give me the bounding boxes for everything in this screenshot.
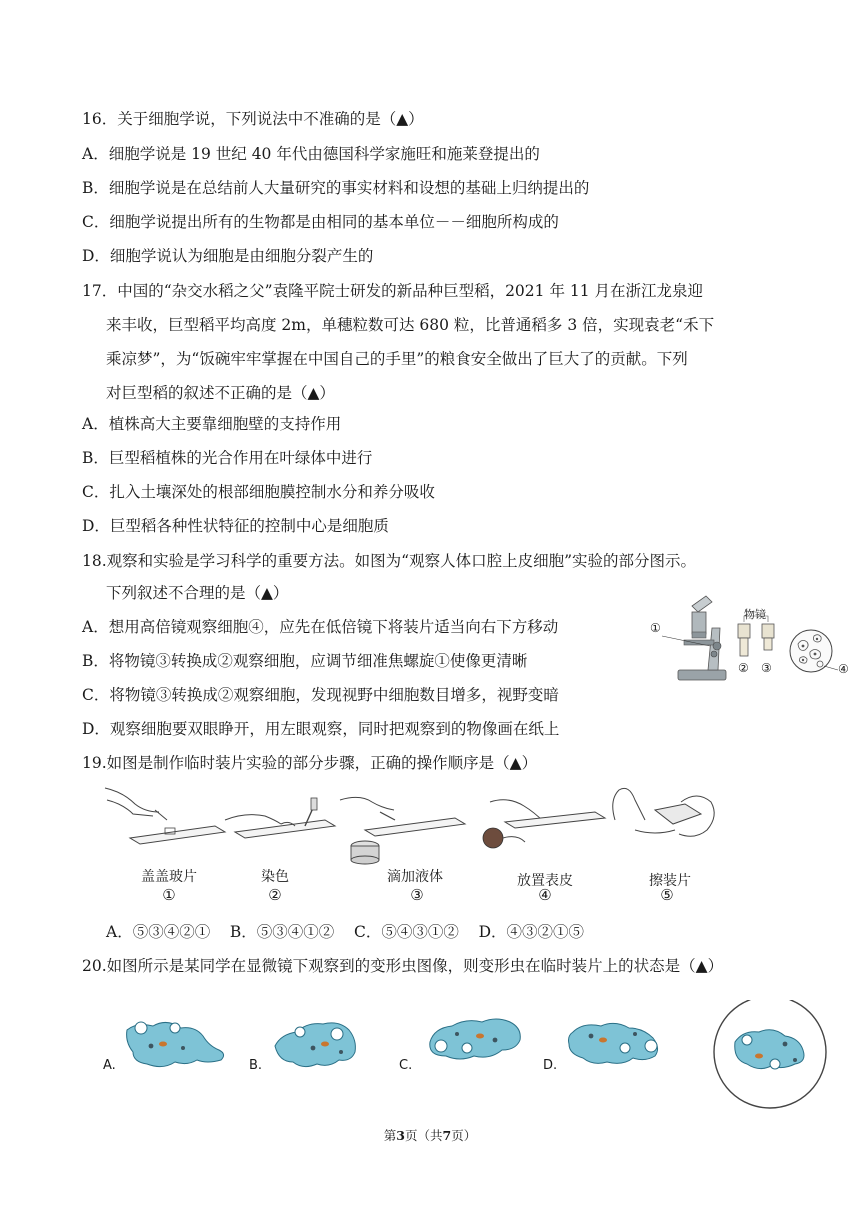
q17-stem-line-2: 来丰收，巨型稻平均高度 2m，单穗粒数可达 680 粒，比普通稻多 3 倍，实现袁老“禾下 [106,316,715,334]
step-5-num: ⑤ [660,886,674,904]
amoeba-option-a [127,1022,224,1067]
step-stain-drawing [225,798,335,838]
step-drop-liquid-drawing [340,797,465,864]
label-fine-focus: ① [650,621,661,635]
q20-label-a: A. [103,1058,116,1073]
q17-option-c: C．扎入土壤深处的根部细胞膜控制水分和养分吸收 [82,483,435,501]
step-1-num: ① [162,886,176,904]
label-objective: 物镜 [744,608,766,621]
step-5-label: 擦装片 [649,873,691,889]
q20-label-b: B. [249,1058,263,1073]
q18-stem-line-2: 下列叙述不合理的是（▲） [106,584,289,602]
q16-option-a: A．细胞学说是 19 世纪 40 年代由德国科学家施旺和施莱登提出的 [82,145,540,163]
q16-option-b: B．细胞学说是在总结前人大量研究的事实材料和设想的基础上归纳提出的 [82,179,590,197]
q18-option-c: C．将物镜③转换成②观察细胞，发现视野中细胞数目增多，视野变暗 [82,686,559,704]
q20-label-d: D. [543,1058,558,1073]
footer-mid: 页（共 [404,1128,443,1143]
step-4-num: ④ [538,886,552,904]
footer-pre: 第 [383,1128,397,1143]
q16-option-d: D．细胞学说认为细胞是由细胞分裂产生的 [82,247,374,265]
q19-answer-options: A．⑤③④②① B．⑤③④①② C．⑤④③①② D．④③②①⑤ [106,923,584,941]
step-3-num: ③ [410,886,424,904]
q17-option-d: D．巨型稻各种性状特征的控制中心是细胞质 [82,517,389,535]
microscope-figure [648,588,853,688]
amoeba-option-d [569,1023,658,1063]
q17-stem-line-1: 17．中国的“杂交水稻之父”袁隆平院士研发的新品种巨型稻，2021 年 11 月在浙江龙泉迎 [82,282,704,300]
page-footer [0,1126,860,1144]
q20-stem: 20.如图所示是某同学在显微镜下观察到的变形虫图像，则变形虫在临时装片上的状态是（▲） [82,957,724,975]
q16-stem: 16．关于细胞学说，下列说法中不准确的是（▲） [82,110,424,128]
q17-stem-line-4: 对巨型稻的叙述不正确的是（▲） [106,384,335,402]
label-objective-3: ③ [761,661,772,675]
step-2-label: 染色 [261,869,289,885]
q20-label-c: C. [399,1058,413,1073]
q18-stem-line-1: 18.观察和实验是学习科学的重要方法。如图为“观察人体口腔上皮细胞”实验的部分图示。 [82,552,697,570]
step-4-label: 放置表皮 [517,873,573,889]
step-place-epidermis-drawing [483,800,605,848]
step-3-label: 滴加液体 [387,869,443,885]
footer-total-pages: 7 [442,1128,452,1143]
microscope-illustration [648,588,853,688]
q18-option-d: D．观察细胞要双眼睁开，用左眼观察，同时把观察到的物像画在纸上 [82,720,560,738]
step-1-label: 盖盖玻片 [141,869,197,885]
step-cover-slip-drawing [105,788,225,844]
q19-stem: 19.如图是制作临时装片实验的部分步骤，正确的操作顺序是（▲） [82,754,538,772]
q18-option-a: A．想用高倍镜观察细胞④，应先在低倍镜下将装片适当向右下方移动 [82,618,559,636]
microscope-field-view [714,1000,826,1108]
q17-stem-line-3: 乘凉梦”，为“饭碗牢牢掌握在中国自己的手里”的粮食安全做出了巨大了的贡献。下列 [106,350,688,368]
label-objective-2: ② [738,661,749,675]
q18-option-b: B．将物镜③转换成②观察细胞，应调节细准焦螺旋①使像更清晰 [82,652,528,670]
slide-steps-illustration [95,780,735,870]
amoeba-option-c [430,1019,520,1059]
footer-page-number: 3 [396,1128,405,1143]
label-cell-4: ④ [838,662,849,676]
step-2-num: ② [268,886,282,904]
amoeba-illustrations [95,1000,835,1115]
footer-post: 页） [451,1128,477,1143]
q17-option-a: A．植株高大主要靠细胞壁的支持作用 [82,415,342,433]
amoeba-option-b [275,1023,355,1067]
amoeba-options-figure [95,1000,835,1115]
q16-option-c: C．细胞学说提出所有的生物都是由相同的基本单位－－细胞所构成的 [82,213,559,231]
step-wipe-slide-drawing [613,788,714,836]
slide-steps-figure [95,780,735,904]
q17-option-b: B．巨型稻植株的光合作用在叶绿体中进行 [82,449,373,467]
